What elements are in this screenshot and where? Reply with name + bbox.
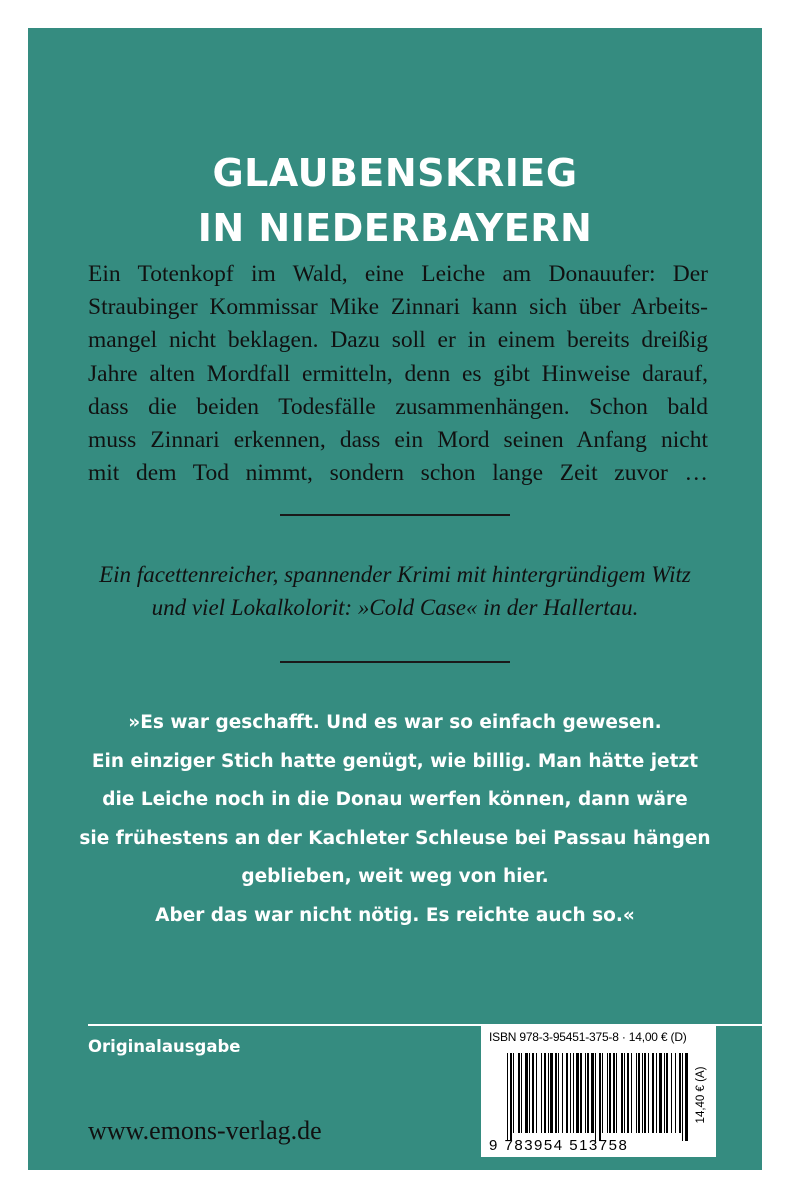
barcode-bar <box>627 1053 629 1133</box>
quote-line: geblieben, weit weg von hier. <box>241 866 549 887</box>
barcode-bar <box>507 1053 508 1141</box>
tagline-line: Ein facettenreicher, spannender Krimi mit hintergründigem Witz <box>99 562 691 587</box>
barcode-digits: 9 783954 513758 <box>489 1137 629 1154</box>
headline <box>28 146 762 256</box>
publisher-website[interactable]: www.emons-verlag.de <box>88 1116 322 1145</box>
headline-line: GLAUBENSKRIEG <box>212 151 578 195</box>
blurb-line: Jahre alten Mordfall ermitteln, denn es gibt Hinweise darauf, <box>88 360 708 387</box>
barcode-bar <box>544 1053 546 1133</box>
barcode-bar <box>558 1053 559 1133</box>
barcode-bar <box>518 1053 520 1133</box>
barcode-bar <box>638 1053 640 1133</box>
tagline-line: und viel Lokalkolorit: »Cold Case« in der Hallertau. <box>151 595 639 620</box>
blurb-line: mit dem Tod nimmt, sondern schon lange Zeit zuvor … <box>88 460 708 487</box>
barcode-bar <box>541 1053 542 1133</box>
austria-price <box>693 1057 709 1133</box>
barcode-bar <box>576 1053 579 1133</box>
barcode-bar <box>624 1053 625 1133</box>
quote-line: Ein einziger Stich hatte genügt, wie billig. Man hätte jetzt <box>91 750 699 772</box>
quote-line: sie frühestens an der Kachleter Schleuse bei Passau hängen <box>79 827 711 849</box>
barcode-bar <box>648 1053 649 1133</box>
barcode-bar <box>555 1053 557 1133</box>
barcode-bar <box>566 1053 568 1133</box>
barcode-bar <box>591 1053 594 1133</box>
headline-line: IN NIEDERBAYERN <box>197 206 593 250</box>
barcode-bar <box>587 1053 589 1133</box>
barcode-bar <box>585 1053 586 1133</box>
quote-line: Aber das war nicht nötig. Es reichte auch so.« <box>155 904 635 926</box>
barcode-bar <box>679 1053 681 1133</box>
barcode-bar <box>664 1053 665 1133</box>
barcode-bar <box>532 1053 534 1133</box>
barcode-bar <box>510 1053 512 1141</box>
austria-price-text: 14,40 € (A) <box>695 1066 707 1124</box>
barcode <box>507 1053 689 1141</box>
divider-rule <box>280 514 510 516</box>
barcode-bar <box>636 1053 637 1133</box>
barcode-bar <box>550 1053 553 1133</box>
barcode-bar <box>671 1053 672 1133</box>
barcode-bar <box>652 1053 654 1133</box>
quote-line: »Es war geschafft. Und es war so einfach gewesen. <box>128 712 662 733</box>
barcode-bar <box>616 1053 617 1133</box>
barcode-bar <box>675 1053 676 1133</box>
divider-rule <box>280 661 510 663</box>
barcode-bar <box>642 1053 643 1133</box>
barcode-bar <box>613 1053 615 1133</box>
barcode-bar <box>621 1053 623 1133</box>
blurb-line: Straubinger Kommissar Mike Zinnari kann sich über Arbeits- <box>88 294 708 321</box>
barcode-bar <box>609 1053 611 1133</box>
barcode-bar <box>548 1053 549 1133</box>
barcode-bar <box>666 1053 668 1133</box>
barcode-bar <box>682 1053 683 1141</box>
barcode-bar <box>656 1053 657 1133</box>
barcode-bar <box>562 1053 563 1133</box>
edition-label: Originalausgabe <box>88 1037 241 1056</box>
barcode-bar <box>685 1053 688 1141</box>
barcode-bar <box>513 1053 514 1133</box>
barcode-bar <box>573 1053 574 1133</box>
barcode-bar <box>570 1053 571 1133</box>
blurb-text <box>88 258 708 490</box>
excerpt-quote <box>28 704 762 935</box>
barcode-bar <box>602 1053 603 1133</box>
barcode-bar <box>607 1053 608 1133</box>
tagline <box>28 558 762 624</box>
quote-line: die Leiche noch in die Donau werfen können, dann wäre <box>102 789 688 810</box>
book-back-cover <box>28 28 762 1170</box>
barcode-bar <box>536 1053 537 1133</box>
blurb-line: mangel nicht beklagen. Dazu soll er in einem bereits dreißig <box>88 327 708 354</box>
blurb-line: dass die beiden Todesfälle zusammenhängen. Schon bald <box>88 393 708 420</box>
isbn-price-line: ISBN 978-3-95451-375-8 · 14,00 € (D) <box>489 1030 687 1044</box>
barcode-bar <box>525 1053 528 1133</box>
isbn-barcode-box <box>481 1025 716 1157</box>
blurb-line: muss Zinnari erkennen, dass ein Mord seinen Anfang nicht <box>88 427 708 454</box>
barcode-bar <box>644 1053 646 1133</box>
barcode-bar <box>659 1053 662 1133</box>
barcode-bar <box>521 1053 522 1133</box>
blurb-line: Ein Totenkopf im Wald, eine Leiche am Donauufer: Der <box>88 261 708 287</box>
barcode-bar <box>595 1053 596 1141</box>
barcode-bar <box>599 1053 601 1141</box>
barcode-bar <box>631 1053 632 1133</box>
barcode-bar <box>580 1053 582 1133</box>
barcode-bar <box>529 1053 530 1133</box>
